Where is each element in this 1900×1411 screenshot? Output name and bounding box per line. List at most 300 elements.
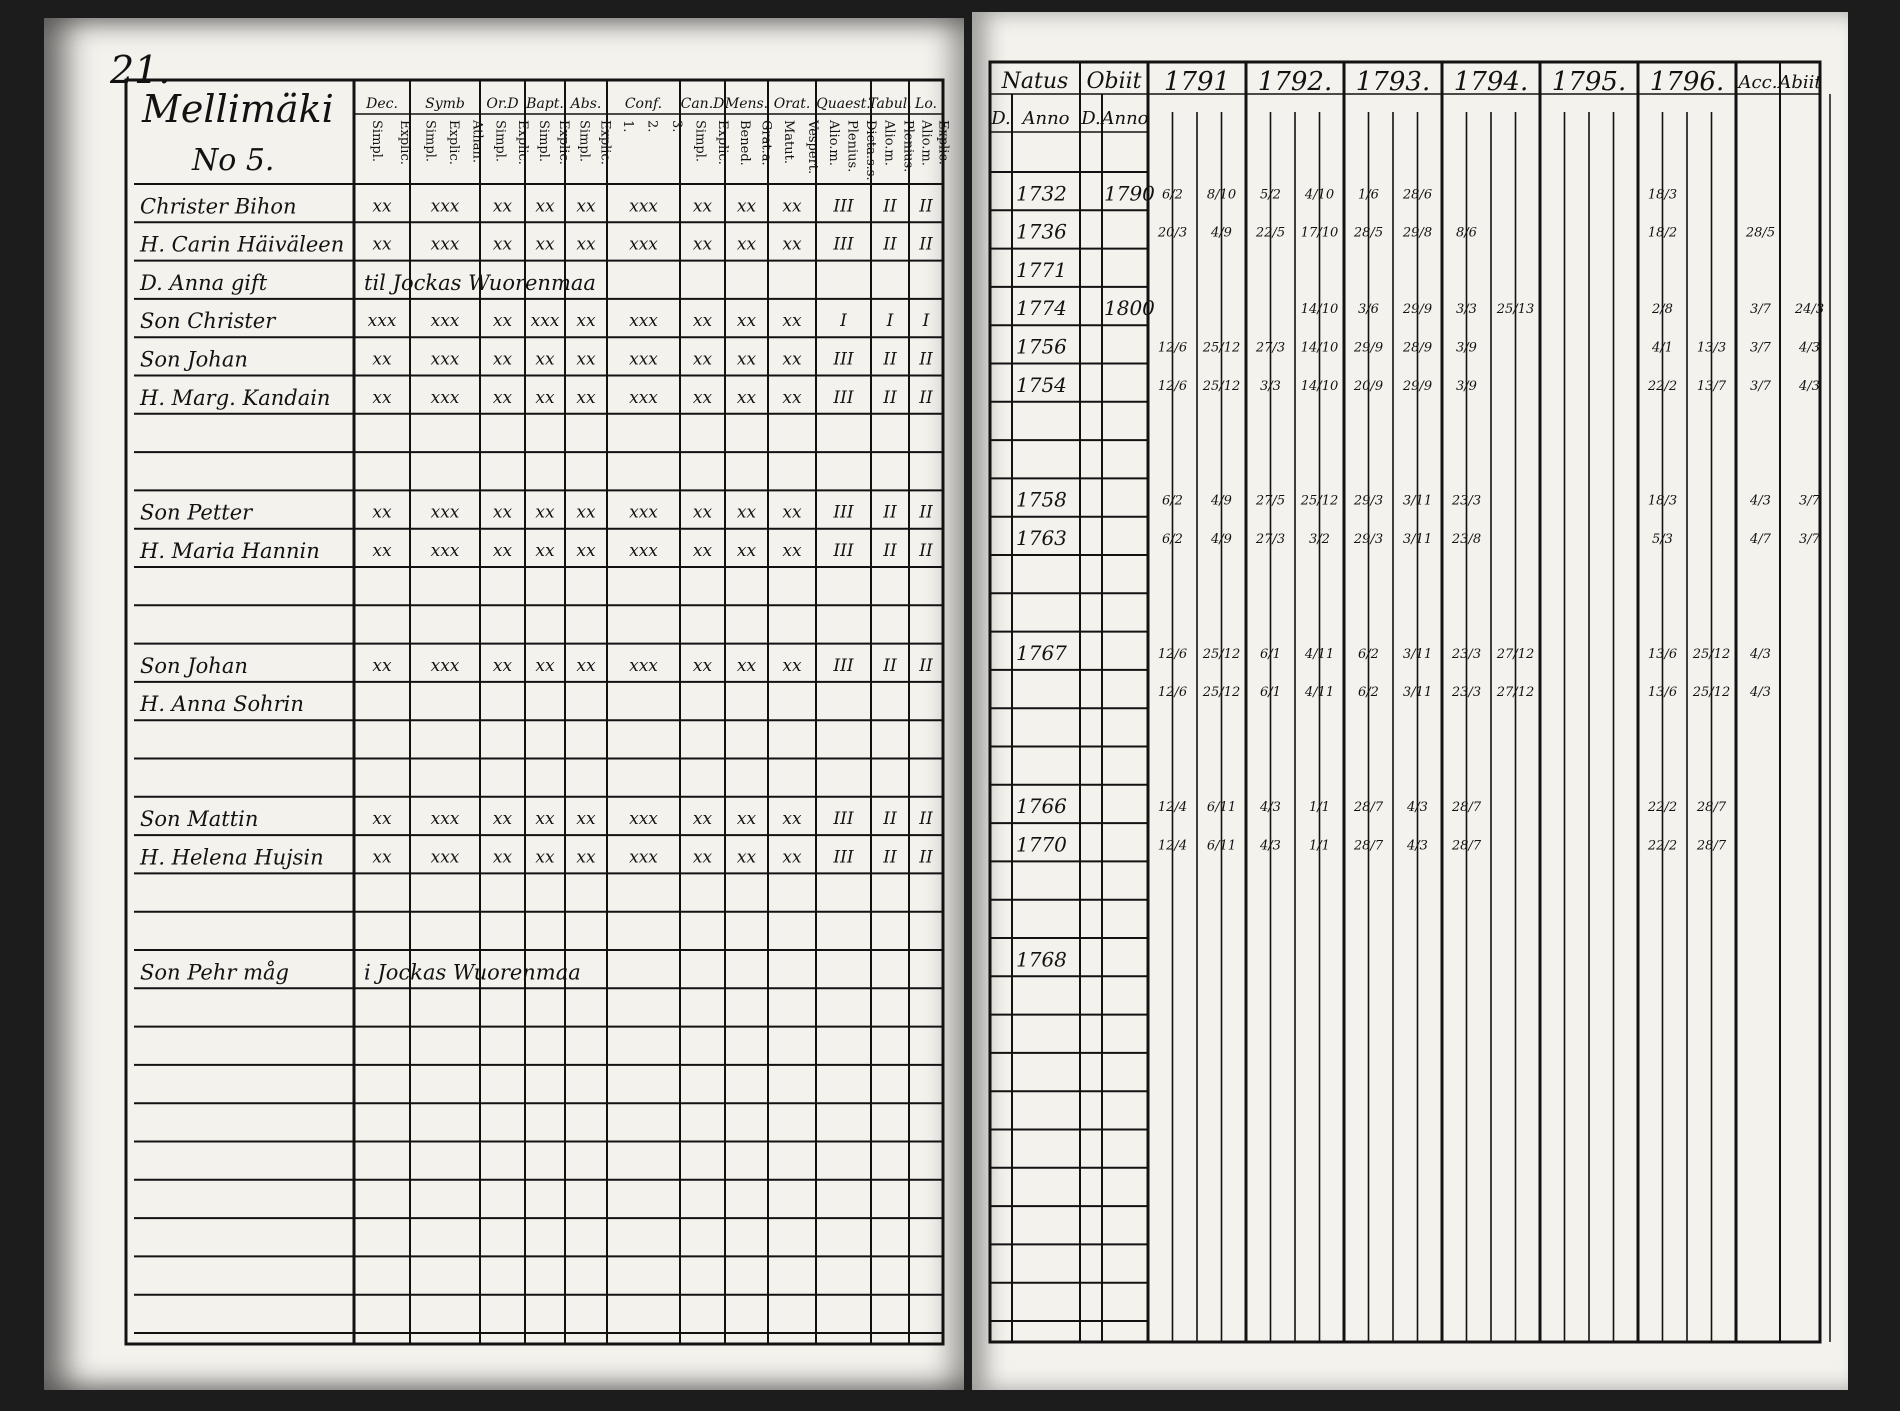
communion-date: 27/3 <box>1255 340 1286 356</box>
catechism-mark: xx <box>492 311 513 332</box>
parish-register-left-grid <box>44 18 964 1390</box>
catechism-mark: xxx <box>530 311 560 332</box>
catechism-mark: xx <box>782 311 802 332</box>
catechism-mark: xxx <box>430 502 460 523</box>
column-header: Mens. <box>724 96 769 112</box>
catechism-mark: III <box>833 847 854 868</box>
column-header: Lo. <box>915 96 937 112</box>
communion-date: 28/7 <box>1696 800 1727 816</box>
catechism-mark: I <box>840 311 847 332</box>
person-name: Son Johan <box>140 347 248 372</box>
catechism-mark: II <box>883 502 897 523</box>
communion-date: 3/11 <box>1402 646 1433 662</box>
catechism-mark: xx <box>576 349 596 370</box>
catechism-mark: xx <box>372 541 392 561</box>
column-subheader: Explic. <box>556 120 571 165</box>
birth-year: 1770 <box>1016 832 1067 857</box>
catechism-mark: II <box>883 655 897 676</box>
birth-year: 1754 <box>1016 372 1067 397</box>
catechism-mark: xx <box>372 502 392 523</box>
catechism-mark: xx <box>372 196 392 217</box>
communion-date: 27/5 <box>1255 493 1286 509</box>
row-note: i Jockas Wuorenmaa <box>364 960 581 985</box>
birth-year: 1774 <box>1016 296 1067 321</box>
page-number: 21. <box>110 48 171 92</box>
catechism-mark: xx <box>535 655 555 676</box>
natus-header: Natus <box>1001 69 1069 94</box>
catechism-mark: xxx <box>367 311 397 332</box>
catechism-mark: xx <box>692 502 713 523</box>
catechism-mark: xx <box>535 196 555 217</box>
catechism-mark: xx <box>692 196 713 217</box>
communion-date: 6/2 <box>1162 493 1183 509</box>
catechism-mark: xx <box>492 502 513 523</box>
abiit-header: Abiit <box>1778 72 1822 93</box>
communion-date: 6/2 <box>1162 532 1183 547</box>
person-name: Son Mattin <box>140 807 259 832</box>
catechism-mark: xx <box>576 655 596 676</box>
catechism-mark: II <box>883 196 897 217</box>
communion-date: 18/3 <box>1647 493 1678 509</box>
communion-date: 22/2 <box>1647 800 1678 816</box>
catechism-mark: xx <box>372 234 392 255</box>
communion-date: 4/1 <box>1652 340 1673 356</box>
communion-date: 3/3 <box>1456 302 1477 318</box>
birth-year: 1766 <box>1016 794 1067 819</box>
catechism-mark: xx <box>492 541 513 561</box>
year-header: 1794. <box>1453 67 1529 97</box>
communion-date: 25/12 <box>1202 685 1241 701</box>
column-subheader: Simpl. <box>369 120 384 163</box>
catechism-mark: III <box>833 349 854 370</box>
communion-date: 27/12 <box>1496 685 1535 701</box>
catechism-mark: xx <box>492 809 513 830</box>
catechism-mark: III <box>833 809 854 830</box>
catechism-mark: xx <box>535 809 555 830</box>
column-header: Can.D <box>680 96 725 112</box>
communion-date: 25/12 <box>1202 340 1241 356</box>
communion-date: 29/9 <box>1402 302 1433 318</box>
birth-year: 1768 <box>1016 947 1067 972</box>
communion-date: 2/8 <box>1652 302 1673 318</box>
column-header: Bapt. <box>526 96 564 112</box>
column-header: Or.D <box>486 96 519 112</box>
catechism-mark: xx <box>535 387 555 408</box>
catechism-mark: II <box>919 655 933 676</box>
row-note: til Jockas Wuorenmaa <box>364 270 596 295</box>
communion-date: 29/9 <box>1353 340 1384 356</box>
birth-year: 1767 <box>1016 640 1067 665</box>
catechism-mark: xx <box>736 387 757 408</box>
column-subheader: 1. <box>620 120 636 133</box>
year-header: 1791 <box>1163 67 1231 97</box>
communion-date: 23/8 <box>1451 532 1482 547</box>
catechism-mark: xx <box>372 847 392 868</box>
catechism-mark: xx <box>576 234 596 255</box>
communion-date: 4/7 <box>1750 532 1771 547</box>
person-name: Son Pehr måg <box>140 960 289 985</box>
catechism-mark: xx <box>782 349 802 370</box>
communion-date: 29/8 <box>1402 225 1433 241</box>
column-subheader: Alio.m. <box>826 120 842 166</box>
catechism-mark: III <box>833 655 854 676</box>
communion-date: 3/11 <box>1402 532 1433 547</box>
catechism-mark: xx <box>692 809 713 830</box>
communion-date: 28/5 <box>1745 225 1776 241</box>
column-subheader: Matut. <box>781 120 796 165</box>
communion-date: 13/3 <box>1696 340 1727 356</box>
column-header: Conf. <box>624 96 663 112</box>
person-name: H. Marg. Kandain <box>140 385 331 410</box>
catechism-mark: xxx <box>629 541 658 561</box>
catechism-mark: xx <box>736 541 757 561</box>
catechism-mark: II <box>883 349 897 370</box>
catechism-mark: xx <box>782 387 802 408</box>
communion-date: 3/2 <box>1309 532 1330 547</box>
catechism-mark: I <box>886 311 894 332</box>
catechism-mark: II <box>919 234 933 255</box>
communion-date: 23/3 <box>1451 493 1482 509</box>
catechism-mark: xx <box>372 387 392 408</box>
communion-date: 4/3 <box>1799 340 1820 356</box>
catechism-mark: xx <box>736 809 757 830</box>
communion-date: 28/6 <box>1402 187 1433 203</box>
birth-year: 1732 <box>1016 181 1067 206</box>
column-subheader: Explic. <box>935 120 951 165</box>
person-name: H. Anna Sohrin <box>140 692 304 717</box>
person-name: Christer Bihon <box>140 194 297 219</box>
catechism-mark: xx <box>492 387 513 408</box>
catechism-mark: xx <box>576 196 596 217</box>
catechism-mark: xx <box>535 847 555 868</box>
death-year: 1800 <box>1104 296 1155 321</box>
column-subheader: Simpl. <box>536 120 551 163</box>
column-header: Dec. <box>366 96 398 112</box>
communion-date: 18/3 <box>1647 187 1678 203</box>
communion-date: 4/10 <box>1304 187 1335 203</box>
communion-date: 12/6 <box>1157 340 1188 356</box>
column-header: Abs. <box>570 96 602 112</box>
catechism-mark: xx <box>535 349 555 370</box>
communion-date: 6/2 <box>1162 187 1183 203</box>
communion-date: 25/12 <box>1692 646 1731 662</box>
column-subheader: Simpl. <box>576 120 592 163</box>
catechism-mark: xx <box>736 502 757 523</box>
catechism-mark: II <box>919 809 933 830</box>
acc-header: Acc. <box>1738 72 1778 93</box>
catechism-mark: III <box>833 502 854 523</box>
communion-date: 4/3 <box>1260 838 1281 854</box>
catechism-mark: xxx <box>430 311 460 332</box>
communion-date: 13/6 <box>1647 646 1678 662</box>
catechism-mark: xx <box>576 847 596 868</box>
catechism-mark: xx <box>372 809 392 830</box>
column-subheader: Alio.m. <box>918 120 934 166</box>
column-subheader: Simpl. <box>492 120 508 163</box>
catechism-mark: xx <box>535 234 555 255</box>
right-page <box>972 12 1848 1390</box>
catechism-mark: II <box>883 387 897 408</box>
death-year: 1790 <box>1104 181 1155 206</box>
person-name: Son Petter <box>140 500 253 525</box>
communion-date: 13/7 <box>1696 378 1727 394</box>
catechism-mark: III <box>833 387 854 408</box>
catechism-mark: xxx <box>430 234 460 255</box>
column-subheader: Simpl. <box>422 120 438 163</box>
column-header: Tabul. <box>868 96 912 112</box>
communion-date: 28/7 <box>1353 800 1384 816</box>
parish-register-right-grid <box>972 12 1848 1390</box>
catechism-mark: xxx <box>629 847 658 868</box>
communion-date: 5/2 <box>1260 187 1281 203</box>
communion-date: 12/4 <box>1157 800 1188 816</box>
birth-year: 1771 <box>1016 257 1067 282</box>
communion-date: 24/3 <box>1794 302 1825 318</box>
communion-date: 12/6 <box>1157 378 1188 394</box>
communion-date: 6/1 <box>1260 646 1281 662</box>
communion-date: 5/3 <box>1652 532 1673 547</box>
catechism-mark: xx <box>492 234 513 255</box>
catechism-mark: II <box>919 349 933 370</box>
year-header: 1795. <box>1551 67 1627 97</box>
communion-date: 23/3 <box>1451 685 1482 701</box>
catechism-mark: xx <box>576 809 596 830</box>
communion-date: 28/9 <box>1402 340 1433 356</box>
communion-date: 4/9 <box>1211 225 1232 241</box>
catechism-mark: xxx <box>430 809 460 830</box>
natus-day-header: D. <box>991 108 1011 129</box>
catechism-mark: xx <box>372 655 392 676</box>
catechism-mark: xx <box>736 349 757 370</box>
communion-date: 6/1 <box>1260 685 1281 701</box>
birth-year: 1763 <box>1016 526 1067 550</box>
catechism-mark: xxx <box>430 387 460 408</box>
communion-date: 1/6 <box>1358 187 1379 203</box>
communion-date: 4/3 <box>1407 800 1428 816</box>
catechism-mark: I <box>922 311 930 332</box>
communion-date: 3/11 <box>1402 493 1433 509</box>
communion-date: 4/3 <box>1750 646 1771 662</box>
catechism-mark: II <box>883 809 897 830</box>
communion-date: 29/9 <box>1402 378 1433 394</box>
communion-date: 3/3 <box>1260 378 1281 394</box>
column-subheader: Dicta.s.s. <box>862 120 878 181</box>
catechism-mark: II <box>919 387 933 408</box>
obiit-year-header: Anno <box>1101 108 1149 129</box>
catechism-mark: xxx <box>430 541 460 561</box>
catechism-mark: xx <box>492 349 513 370</box>
catechism-mark: xx <box>535 541 555 561</box>
communion-date: 3/9 <box>1456 378 1477 394</box>
catechism-mark: III <box>833 196 854 217</box>
catechism-mark: II <box>919 541 933 561</box>
communion-date: 20/3 <box>1157 225 1188 241</box>
column-header: Quaest. <box>816 96 871 112</box>
communion-date: 28/7 <box>1451 838 1482 854</box>
catechism-mark: xxx <box>629 809 658 830</box>
catechism-mark: xxx <box>629 655 658 676</box>
communion-date: 4/3 <box>1260 800 1281 816</box>
birth-year: 1736 <box>1016 219 1067 244</box>
birth-year: 1758 <box>1016 487 1067 512</box>
column-subheader: 3. <box>668 120 684 133</box>
communion-date: 4/9 <box>1211 532 1232 547</box>
communion-date: 12/6 <box>1157 646 1188 662</box>
person-name: H. Maria Hannin <box>140 539 320 563</box>
catechism-mark: xx <box>692 655 713 676</box>
village-name: Mellimäki <box>142 87 334 131</box>
catechism-mark: xx <box>782 234 802 255</box>
communion-date: 28/7 <box>1696 838 1727 854</box>
catechism-mark: II <box>919 196 933 217</box>
communion-date: 27/12 <box>1496 646 1535 662</box>
catechism-mark: xx <box>692 349 713 370</box>
communion-date: 12/6 <box>1157 685 1188 701</box>
catechism-mark: xx <box>736 196 757 217</box>
communion-date: 3/7 <box>1799 532 1820 547</box>
catechism-mark: xx <box>736 847 757 868</box>
year-header: 1796. <box>1649 67 1725 97</box>
communion-date: 28/7 <box>1451 800 1482 816</box>
communion-date: 4/3 <box>1750 493 1771 509</box>
communion-date: 28/7 <box>1353 838 1384 854</box>
communion-date: 13/6 <box>1647 685 1678 701</box>
column-subheader: Simpl. <box>692 120 708 163</box>
column-subheader: Vespert. <box>805 120 820 175</box>
catechism-mark: xxx <box>629 311 658 332</box>
person-name: H. Helena Hujsin <box>140 845 324 870</box>
catechism-mark: xx <box>782 655 802 676</box>
communion-date: 3/7 <box>1750 302 1771 318</box>
communion-date: 25/12 <box>1692 685 1731 701</box>
catechism-mark: xx <box>692 234 713 255</box>
catechism-mark: II <box>883 234 897 255</box>
column-subheader: Athan. <box>469 120 485 164</box>
communion-date: 22/5 <box>1255 225 1286 241</box>
year-header: 1792. <box>1257 67 1333 97</box>
communion-date: 25/12 <box>1202 646 1241 662</box>
catechism-mark: xx <box>782 196 802 217</box>
communion-date: 25/12 <box>1300 493 1339 509</box>
communion-date: 3/7 <box>1750 340 1771 356</box>
catechism-mark: xxx <box>430 349 460 370</box>
communion-date: 8/10 <box>1206 187 1237 203</box>
obiit-day-header: D. <box>1081 108 1101 129</box>
catechism-mark: III <box>833 234 854 255</box>
communion-date: 6/11 <box>1206 838 1237 854</box>
right-table-frame <box>990 62 1820 1342</box>
catechism-mark: III <box>833 541 854 561</box>
catechism-mark: II <box>883 541 897 561</box>
communion-date: 6/2 <box>1358 646 1379 662</box>
communion-date: 14/10 <box>1300 378 1339 394</box>
catechism-mark: II <box>883 847 897 868</box>
communion-date: 3/7 <box>1750 378 1771 394</box>
communion-date: 18/2 <box>1647 225 1678 241</box>
catechism-mark: xx <box>782 847 802 868</box>
column-subheader: Explic. <box>597 120 613 165</box>
column-subheader: Explic. <box>446 120 461 165</box>
communion-date: 1/1 <box>1309 800 1330 816</box>
column-subheader: Explic. <box>397 120 412 165</box>
communion-date: 25/13 <box>1496 302 1535 318</box>
communion-date: 29/3 <box>1353 493 1384 509</box>
communion-date: 6/2 <box>1358 685 1379 701</box>
communion-date: 27/3 <box>1255 532 1286 547</box>
column-header: Orat. <box>773 96 811 112</box>
communion-date: 23/3 <box>1451 646 1482 662</box>
communion-date: 4/11 <box>1304 685 1335 701</box>
catechism-mark: xx <box>576 502 596 523</box>
catechism-mark: xx <box>782 541 802 561</box>
column-subheader: Plenius. <box>900 120 916 173</box>
communion-date: 4/11 <box>1304 646 1335 662</box>
column-subheader: Plenius. <box>844 120 860 173</box>
communion-date: 3/11 <box>1402 685 1433 701</box>
communion-date: 4/3 <box>1407 838 1428 854</box>
catechism-mark: xx <box>576 311 596 332</box>
catechism-mark: xx <box>692 311 713 332</box>
column-subheader: Explic. <box>714 120 730 165</box>
communion-date: 17/10 <box>1300 225 1339 241</box>
communion-date: 4/3 <box>1799 378 1820 394</box>
catechism-mark: xx <box>692 387 713 408</box>
catechism-mark: xxx <box>629 502 658 523</box>
catechism-mark: xx <box>782 809 802 830</box>
column-subheader: Bened. <box>736 120 752 166</box>
communion-date: 20/9 <box>1353 378 1384 394</box>
column-header: Symb <box>425 96 465 112</box>
communion-date: 14/10 <box>1300 302 1339 318</box>
catechism-mark: xx <box>736 311 757 332</box>
catechism-mark: xx <box>535 502 555 523</box>
column-subheader: Explic. <box>514 120 530 165</box>
catechism-mark: xx <box>692 847 713 868</box>
communion-date: 29/3 <box>1353 532 1384 547</box>
catechism-mark: xx <box>492 655 513 676</box>
communion-date: 14/10 <box>1300 340 1339 356</box>
catechism-mark: xxx <box>629 196 658 217</box>
catechism-mark: xx <box>372 349 392 370</box>
communion-date: 8/6 <box>1456 225 1477 241</box>
person-name: Son Christer <box>140 309 276 334</box>
catechism-mark: xxx <box>629 234 658 255</box>
left-page <box>44 18 964 1390</box>
catechism-mark: xx <box>492 196 513 217</box>
catechism-mark: xxx <box>430 847 460 868</box>
column-subheader: Alio.m. <box>881 120 897 166</box>
natus-year-header: Anno <box>1022 108 1070 129</box>
person-name: Son Johan <box>140 653 248 678</box>
catechism-mark: xx <box>492 847 513 868</box>
communion-date: 4/3 <box>1750 685 1771 701</box>
catechism-mark: xx <box>576 541 596 561</box>
communion-date: 28/5 <box>1353 225 1384 241</box>
person-name: D. Anna gift <box>140 270 268 295</box>
catechism-mark: xxx <box>430 196 460 217</box>
year-header: 1793. <box>1355 67 1431 97</box>
catechism-mark: xx <box>736 234 757 255</box>
catechism-mark: xxx <box>629 387 658 408</box>
catechism-mark: II <box>919 847 933 868</box>
communion-date: 22/2 <box>1647 838 1678 854</box>
person-name: H. Carin Häiväleen <box>140 232 345 257</box>
communion-date: 22/2 <box>1647 378 1678 394</box>
catechism-mark: xx <box>576 387 596 408</box>
communion-date: 1/1 <box>1309 838 1330 854</box>
birth-year: 1756 <box>1016 334 1067 359</box>
communion-date: 12/4 <box>1157 838 1188 854</box>
